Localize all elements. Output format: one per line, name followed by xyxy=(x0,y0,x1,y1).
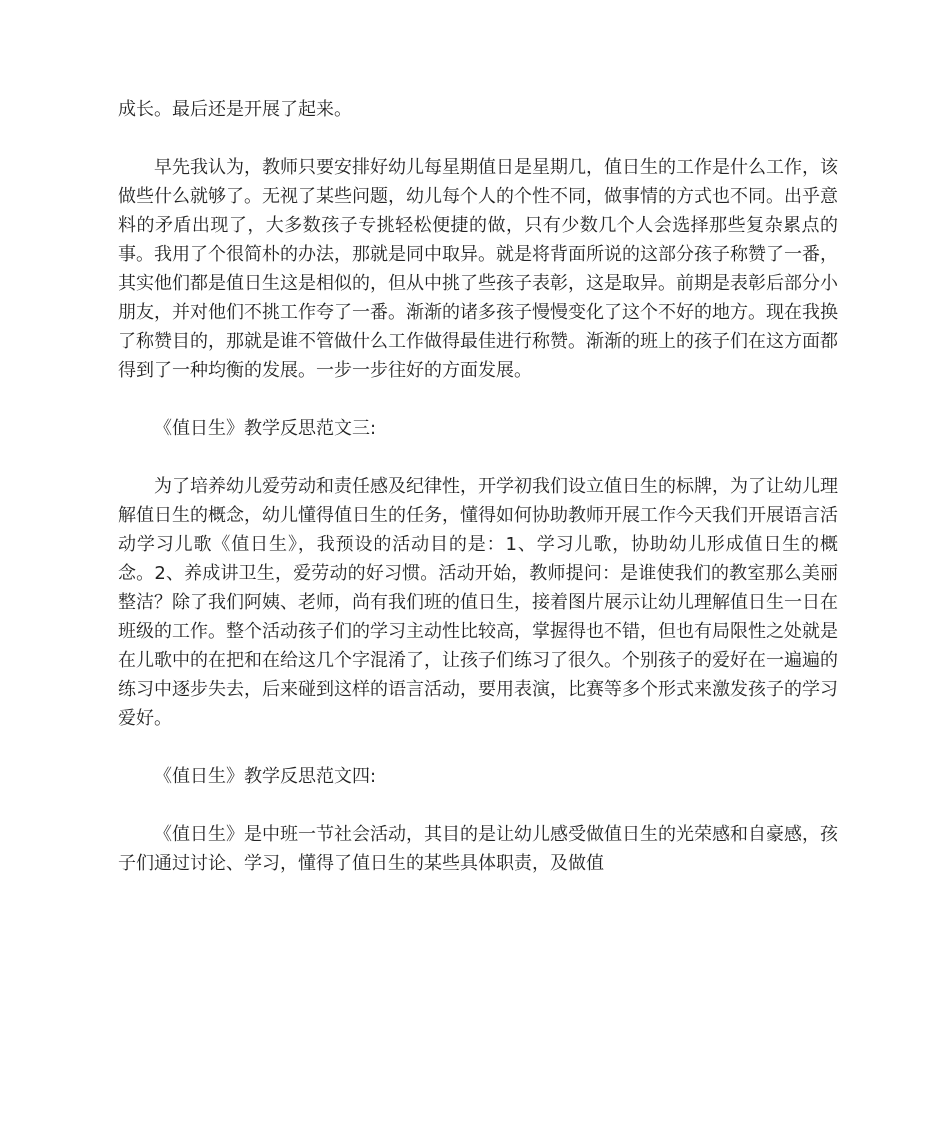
section-heading-3: 《值日生》教学反思范文三: xyxy=(154,418,377,439)
paragraph-reflection-4: 《值日生》是中班一节社会活动，其目的是让幼儿感受做值日生的光荣感和自豪感，孩子们通过讨论、学习，懂得了值日生的某些具体职责，及做值 xyxy=(118,824,838,874)
paragraph-early-thoughts: 早先我认为，教师只要安排好幼儿每星期值日是星期几，值日生的工作是什么工作，该做些什么就够了。无视了某些问题，幼儿每个人的个性不同，做事情的方式也不同。出乎意料的矛盾出现了，大多数孩子专挑轻松便捷的做，只有少数几个人会选择那些复杂累点的事。我用了个很简朴的办法，那就是同中取异。就是将背面所说的这部分孩子称赞了一番，其实他们都是值日生这是相似的，但从中挑了些孩子表彰，这是取异。前期是表彰后部分小朋友，并对他们不挑工作夸了一番。渐渐的诸多孩子慢慢变化了这个不好的地方。现在我换了称赞目的，那就是谁不管做什么工作做得最佳进行称赞。渐渐的班上的孩子们在这方面都得到了一种均衡的发展。一步一步往好的方面发展。 xyxy=(118,157,838,381)
document-body xyxy=(118,95,838,907)
paragraph-continuation: 成长。最后还是开展了起来。 xyxy=(118,99,352,120)
paragraph-reflection-3: 为了培养幼儿爱劳动和责任感及纪律性，开学初我们设立值日生的标牌，为了让幼儿理解值日生的概念，幼儿懂得值日生的任务，懂得如何协助教师开展工作今天我们开展语言活动学习儿歌《值日生》，我预设的活动目的是：1、学习儿歌，协助幼儿形成值日生的概念。2、养成讲卫生，爱劳动的好习惯。活动开始，教师提问：是谁使我们的教室那么美丽整洁？除了我们阿姨、老师，尚有我们班的值日生，接着图片展示让幼儿理解值日生一日在班级的工作。整个活动孩子们的学习主动性比较高，掌握得也不错，但也有局限性之处就是在儿歌中的在把和在给这几个字混淆了，让孩子们练习了很久。个别孩子的爱好在一遍遍的练习中逐步失去，后来碰到这样的语言活动，要用表演，比赛等多个形式来激发孩子的学习爱好。 xyxy=(118,476,838,729)
section-heading-4: 《值日生》教学反思范文四: xyxy=(154,766,377,787)
